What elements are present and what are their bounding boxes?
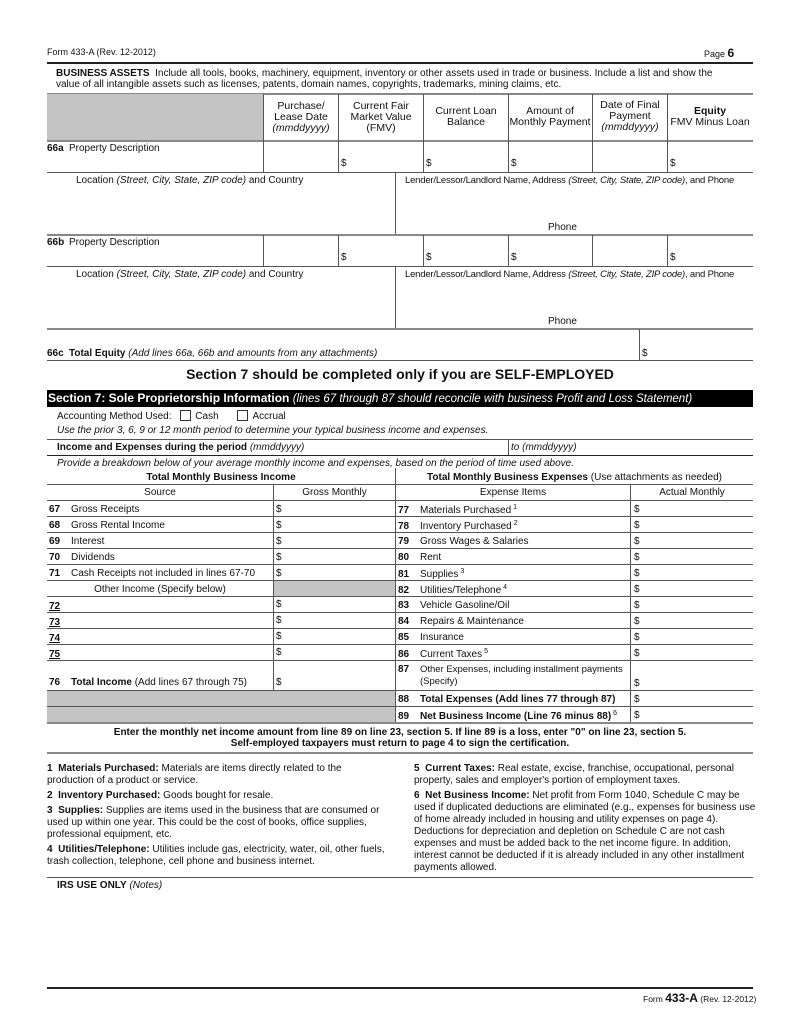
income-value-73[interactable]: $ — [276, 615, 282, 626]
income-value-68[interactable]: $ — [276, 520, 282, 531]
income-value-69[interactable]: $ — [276, 536, 282, 547]
income-value-70[interactable]: $ — [276, 552, 282, 563]
other-income-desc-75[interactable] — [70, 645, 272, 660]
footnote-5: 5 Current Taxes: Real estate, excise, franchise, occupational, personal property, sales and employer's portion of employment taxes. — [414, 763, 734, 786]
expense-row-79: 79 Gross Wages & Salaries — [398, 536, 529, 547]
col-divider — [395, 468, 396, 722]
row-divider — [47, 360, 753, 361]
accrual-checkbox[interactable] — [237, 410, 248, 421]
col-divider — [508, 94, 509, 172]
row-divider — [47, 752, 753, 754]
section7-title-bar: Section 7: Sole Proprietorship Information (lines 67 through 87 should reconcile with business Profit and Loss Statement) — [47, 390, 753, 407]
location-66a[interactable] — [47, 186, 394, 234]
expense-value-81[interactable]: $ — [634, 568, 640, 579]
col-divider — [338, 94, 339, 172]
other-income-shade — [274, 581, 395, 596]
expense-row-87: 87 Other Expenses, including installment payments (Specify) — [398, 664, 623, 687]
purchase-date-66a[interactable] — [264, 141, 338, 172]
equity-66a[interactable]: $ — [670, 158, 676, 169]
row-66c-label: 66c Total Equity (Add lines 66a, 66b and amounts from any attachments) — [47, 348, 378, 359]
lender-label-66b: Lender/Lessor/Landlord Name, Address (Street, City, State, ZIP code), and Phone — [405, 269, 735, 280]
expense-row-86: 86 Current Taxes $^5$ — [398, 648, 488, 660]
income-row-72: 72 — [49, 601, 61, 612]
col-divider — [667, 94, 668, 172]
col-final-payment: Date of Final Payment (mmddyyyy) — [600, 99, 660, 133]
col-monthly-payment: Amount of Monthly Payment — [509, 105, 591, 128]
expense-row-85: 85 Insurance — [398, 632, 464, 643]
location-label-66a: Location (Street, City, State, ZIP code) and Country — [76, 175, 304, 186]
page-number: 6 — [727, 46, 735, 60]
footnote-4: 4 Utilities/Telephone: Utilities include gas, electricity, water, oil, other fuels, trash collection, telephone, cell phone and business internet. — [47, 844, 385, 867]
income-row-73: 73 — [49, 617, 61, 628]
breakdown-instruction: Provide a breakdown below of your average monthly income and expenses, based on the period of time used above. — [57, 458, 574, 469]
lender-66a[interactable] — [396, 186, 753, 220]
footnote-3: 3 Supplies: Supplies are items used in the business that are consumed or used up within one year. This could be the cost of books, office supplies, professional equipment, etc. — [47, 805, 380, 840]
cash-label: Cash — [195, 411, 219, 422]
row-divider — [47, 328, 753, 330]
row-divider — [47, 172, 753, 173]
accrual-label: Accrual — [252, 411, 286, 422]
expense-value-80[interactable]: $ — [634, 552, 640, 563]
fmv-66b[interactable]: $ — [341, 252, 347, 263]
accounting-method: Accounting Method Used: Cash Accrual — [57, 411, 286, 422]
lender-66b[interactable] — [396, 280, 753, 314]
lender-label-66a: Lender/Lessor/Landlord Name, Address (Street, City, State, ZIP code), and Phone — [405, 175, 735, 186]
footnotes-left — [47, 763, 387, 868]
col-divider — [630, 484, 631, 722]
other-income-desc-73[interactable] — [70, 613, 272, 628]
col-purchase-date: Purchase/ Lease Date (mmddyyyy) — [272, 100, 330, 134]
expense-row-82: 82 Utilities/Telephone $^4$ — [398, 584, 508, 596]
income-value-74[interactable]: $ — [276, 631, 282, 642]
row-divider — [47, 877, 753, 878]
income-value-72[interactable]: $ — [276, 599, 282, 610]
expense-row-88: 88 Total Expenses (Add lines 77 through 87) — [398, 694, 616, 705]
expense-value-84[interactable]: $ — [634, 616, 640, 627]
expense-value-83[interactable]: $ — [634, 600, 640, 611]
purchase-date-66b[interactable] — [264, 235, 338, 266]
col-actual-monthly: Actual Monthly — [659, 487, 725, 498]
other-income-desc-74[interactable] — [70, 629, 272, 644]
col-divider — [508, 440, 509, 455]
expense-value-85[interactable]: $ — [634, 632, 640, 643]
row-divider — [47, 564, 753, 565]
col-source: Source — [144, 487, 176, 498]
expense-row-83: 83 Vehicle Gasoline/Oil — [398, 600, 510, 611]
total-income-value[interactable]: $ — [276, 677, 282, 688]
col-divider — [639, 329, 640, 360]
business-assets-intro — [56, 68, 756, 90]
col-loan-balance: Current Loan Balance — [435, 105, 497, 128]
row-divider — [47, 580, 753, 581]
business-assets-desc-1: Include all tools, books, machinery, equipment, inventory or other assets used in trade or business. Include a list and show the — [155, 68, 713, 79]
income-row-70: 70 Dividends — [49, 552, 115, 563]
business-assets-title: BUSINESS ASSETS — [56, 68, 150, 79]
expense-value-86[interactable]: $ — [634, 648, 640, 659]
expense-row-80: 80 Rent — [398, 552, 442, 563]
footnote-2: 2 Inventory Purchased: Goods bought for resale. — [47, 790, 274, 801]
col-fmv: Current Fair Market Value (FMV) — [350, 100, 412, 134]
section7-banner: Section 7 should be completed only if you are SELF-EMPLOYED — [186, 366, 614, 382]
irs-use-label: IRS USE ONLY (Notes) — [57, 880, 163, 891]
monthly-payment-66b[interactable]: $ — [511, 252, 517, 263]
row-divider — [47, 484, 753, 485]
footnotes-right — [414, 763, 756, 874]
row-divider — [47, 722, 753, 724]
expense-value-87[interactable]: $ — [634, 678, 640, 689]
loan-balance-66a[interactable]: $ — [426, 158, 432, 169]
row-divider — [47, 516, 753, 517]
col-divider — [508, 235, 509, 266]
footer-rule — [47, 987, 753, 989]
period-to-input[interactable] — [580, 440, 753, 455]
property-description-66b[interactable] — [47, 235, 263, 266]
expense-row-77: 77 Materials Purchased $^1$ — [398, 504, 518, 516]
col-expense-items: Expense Items — [479, 487, 547, 498]
net-business-income-value[interactable]: $ — [634, 710, 640, 721]
cash-checkbox[interactable] — [180, 410, 191, 421]
expense-row-89: 89 Net Business Income (Line 76 minus 88) $^6$ — [398, 710, 618, 722]
income-title: Total Monthly Business Income — [146, 472, 296, 483]
irs-notes-area[interactable] — [47, 894, 753, 986]
location-label-66b: Location (Street, City, State, ZIP code) and Country — [76, 269, 304, 280]
income-value-75[interactable]: $ — [276, 647, 282, 658]
period-from-label: Income and Expenses during the period (mmddyyyy) — [57, 442, 305, 453]
final-payment-66b[interactable] — [593, 235, 667, 266]
row-divider — [47, 532, 753, 533]
income-value-67[interactable]: $ — [276, 504, 282, 515]
final-payment-66a[interactable] — [593, 141, 667, 172]
period-instruction: Use the prior 3, 6, 9 or 12 month period to determine your typical business income and expenses. — [57, 425, 489, 436]
footnote-6: 6 Net Business Income: Net profit from Form 1040, Schedule C may be used if duplicated deductions are eliminated (e.g., expenses for business use of home already included in housing and utility expenses on page 4). Deductions for depreciation and depletion on Schedule C are not cash expenses and must be added back to the net income figure. In addition, interest cannot be deducted if it is already included in any other installment payments allowed. — [414, 790, 756, 873]
expense-value-77[interactable]: $ — [634, 504, 640, 515]
row-divider — [47, 500, 753, 501]
net-income-instructions: Enter the monthly net income amount from line 89 on line 23, section 5. If line 89 is a loss, enter "0" on line 23, section 5. Self-employed taxpayers must return to page 4 to sign the certification. — [113, 727, 687, 749]
col-gross-monthly: Gross Monthly — [302, 487, 367, 498]
income-row-69: 69 Interest — [49, 536, 105, 547]
expense-value-82[interactable]: $ — [634, 584, 640, 595]
row-divider — [47, 660, 753, 661]
row-66b-label: 66b Property Description — [47, 237, 160, 248]
period-from-input[interactable] — [320, 440, 506, 455]
row88-shade — [47, 691, 395, 706]
phone-label-66a: Phone — [548, 222, 577, 233]
expense-row-84: 84 Repairs & Maintenance — [398, 616, 524, 627]
total-expenses-value[interactable]: $ — [634, 694, 640, 705]
expense-row-78: 78 Inventory Purchased $^2$ — [398, 520, 518, 532]
total-equity-66c[interactable]: $ — [642, 348, 648, 359]
row89-shade — [47, 707, 395, 722]
fmv-66a[interactable]: $ — [341, 158, 347, 169]
row-divider — [47, 266, 753, 267]
page-label: Page — [704, 49, 726, 59]
income-value-71[interactable]: $ — [276, 568, 282, 579]
expense-row-81: 81 Supplies $^3$ — [398, 568, 465, 580]
monthly-payment-66a[interactable]: $ — [511, 158, 517, 169]
row-divider — [47, 455, 753, 456]
income-row-74: 74 — [49, 633, 61, 644]
income-row-76: 76 Total Income (Add lines 67 through 75) — [49, 677, 248, 688]
income-row-71: 71 Cash Receipts not included in lines 67-70 — [49, 568, 255, 579]
period-to-label: to (mmddyyyy) — [511, 442, 577, 453]
col-divider — [667, 235, 668, 266]
footnote-1: 1 Materials Purchased: Materials are items directly related to the production of a product or service. — [47, 763, 342, 786]
col-equity: Equity FMV Minus Loan — [670, 105, 750, 128]
col-divider — [423, 94, 424, 172]
header-rule — [47, 62, 753, 64]
equity-66b[interactable]: $ — [670, 252, 676, 263]
expense-value-79[interactable]: $ — [634, 536, 640, 547]
footer-form-id: Form 433-A (Rev. 12-2012) — [643, 991, 757, 1005]
phone-label-66b: Phone — [548, 316, 577, 327]
location-66b[interactable] — [47, 280, 394, 328]
expenses-title: Total Monthly Business Expenses (Use attachments as needed) — [427, 472, 722, 483]
col-divider — [338, 235, 339, 266]
income-row-75: 75 — [49, 649, 61, 660]
assets-header-shade — [47, 94, 263, 140]
form-id: Form 433-A (Rev. 12-2012) — [47, 47, 156, 57]
property-description-66a[interactable] — [47, 141, 263, 172]
income-row-68: 68 Gross Rental Income — [49, 520, 165, 531]
row-divider — [47, 548, 753, 549]
loan-balance-66b[interactable]: $ — [426, 252, 432, 263]
col-divider — [423, 235, 424, 266]
expense-value-78[interactable]: $ — [634, 520, 640, 531]
other-income-label: Other Income (Specify below) — [94, 584, 226, 595]
business-assets-desc-2: value of all intangible assets such as licenses, patents, domain names, copyrights, trademarks, mining claims, etc. — [56, 79, 562, 90]
row-66a-label: 66a Property Description — [47, 143, 160, 154]
income-row-67: 67 Gross Receipts — [49, 504, 140, 515]
other-income-desc-72[interactable] — [70, 597, 272, 612]
page-indicator — [704, 46, 734, 60]
